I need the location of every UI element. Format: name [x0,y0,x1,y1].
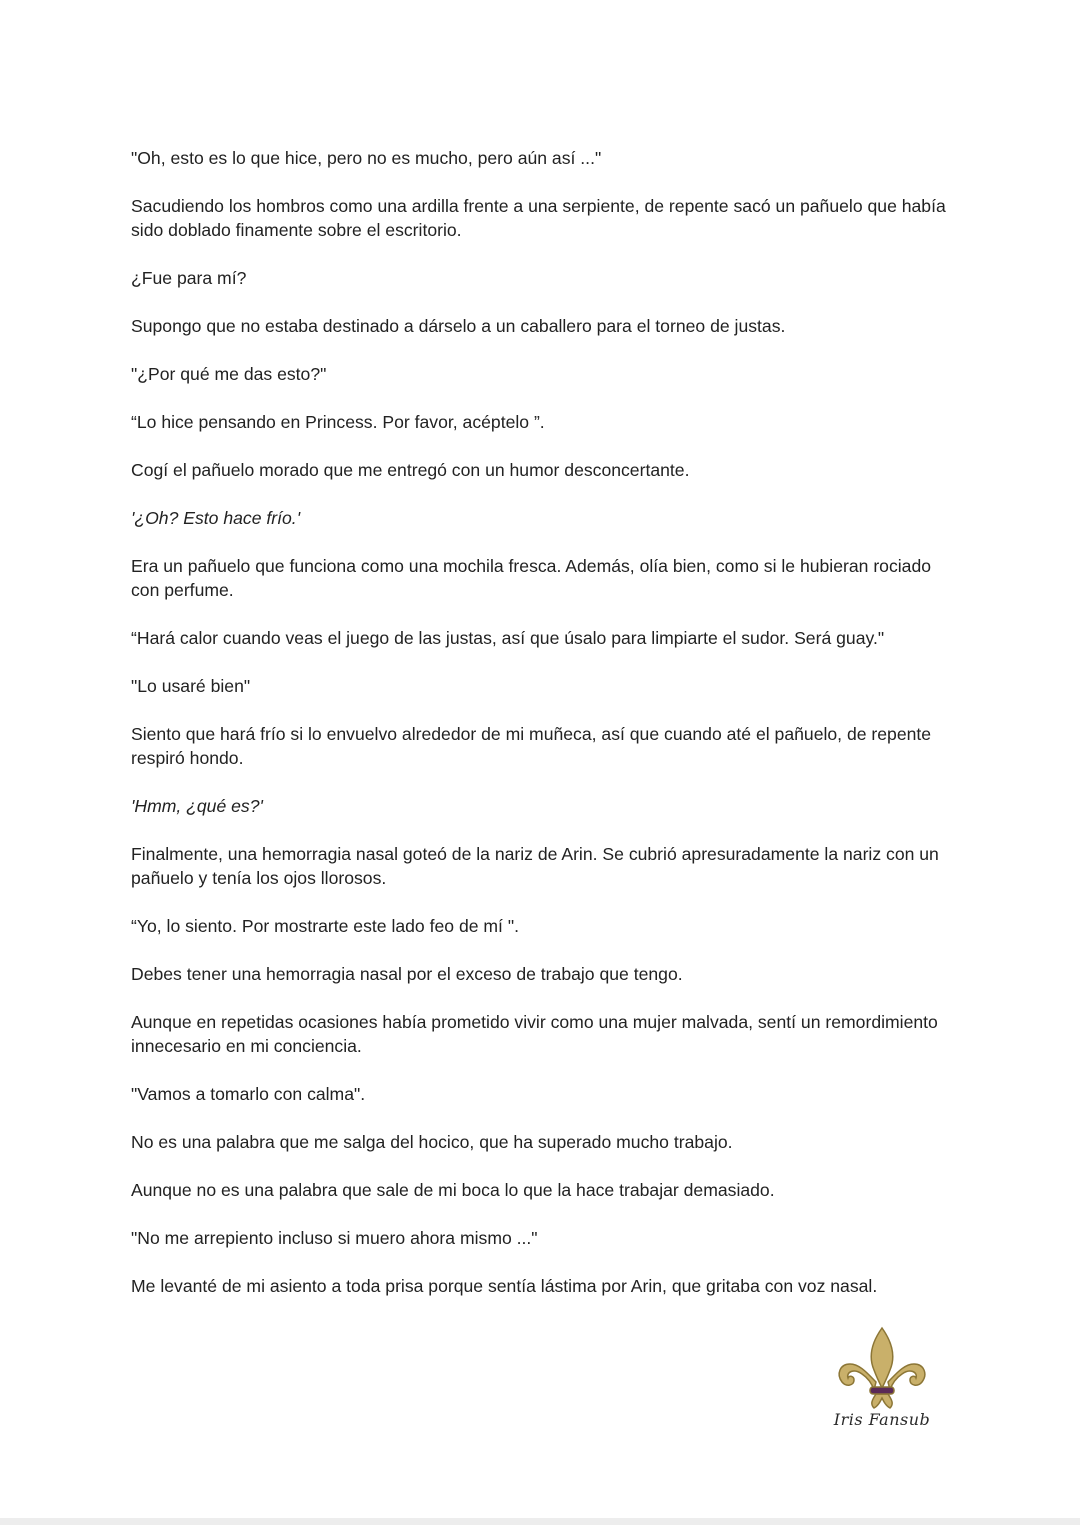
watermark-label: Iris Fansub [833,1410,931,1429]
paragraph: No es una palabra que me salga del hocico, que ha superado mucho trabajo. [131,1132,733,1152]
watermark-logo [832,1326,932,1436]
paragraph: '¿Oh? Esto hace frío.' [131,508,301,528]
paragraph: Aunque en repetidas ocasiones había prometido vivir como una mujer malvada, sentí un remordimiento innecesario en mi conciencia. [131,1012,938,1056]
document-body [131,146,946,1322]
paragraph: Cogí el pañuelo morado que me entregó con un humor desconcertante. [131,460,690,480]
paragraph: "Vamos a tomarlo con calma". [131,1084,366,1104]
page-bottom-edge [0,1518,1080,1525]
paragraph: "Lo usaré bien" [131,676,251,696]
paragraph: Me levanté de mi asiento a toda prisa porque sentía lástima por Arin, que gritaba con voz nasal. [131,1276,878,1296]
paragraph: Siento que hará frío si lo envuelvo alrededor de mi muñeca, así que cuando até el pañuelo, de repente respiró hondo. [131,724,932,768]
paragraph: "No me arrepiento incluso si muero ahora mismo ..." [131,1228,538,1248]
paragraph: Supongo que no estaba destinado a dárselo a un caballero para el torneo de justas. [131,316,786,336]
paragraph: “Lo hice pensando en Princess. Por favor, acéptelo ”. [131,412,545,432]
paragraph: "Oh, esto es lo que hice, pero no es mucho, pero aún así ..." [131,148,602,168]
paragraph: “Hará calor cuando veas el juego de las justas, así que úsalo para limpiarte el sudor. Será guay." [131,628,885,648]
paragraph: ¿Fue para mí? [131,268,247,288]
paragraph: “Yo, lo siento. Por mostrarte este lado feo de mí ". [131,916,519,936]
paragraph: Sacudiendo los hombros como una ardilla frente a una serpiente, de repente sacó un pañuelo que había sido doblado finamente sobre el escritorio. [131,196,946,240]
paragraph: 'Hmm, ¿qué es?' [131,796,263,816]
paragraph: Aunque no es una palabra que sale de mi boca lo que la hace trabajar demasiado. [131,1180,775,1200]
paragraph: Era un pañuelo que funciona como una mochila fresca. Además, olía bien, como si le hubieran rociado con perfume. [131,556,932,600]
fleur-de-lis-icon [832,1326,932,1410]
paragraph: Debes tener una hemorragia nasal por el exceso de trabajo que tengo. [131,964,683,984]
paragraph: "¿Por qué me das esto?" [131,364,327,384]
paragraph: Finalmente, una hemorragia nasal goteó de la nariz de Arin. Se cubrió apresuradamente la nariz con un pañuelo y tenía los ojos llorosos. [131,844,939,888]
